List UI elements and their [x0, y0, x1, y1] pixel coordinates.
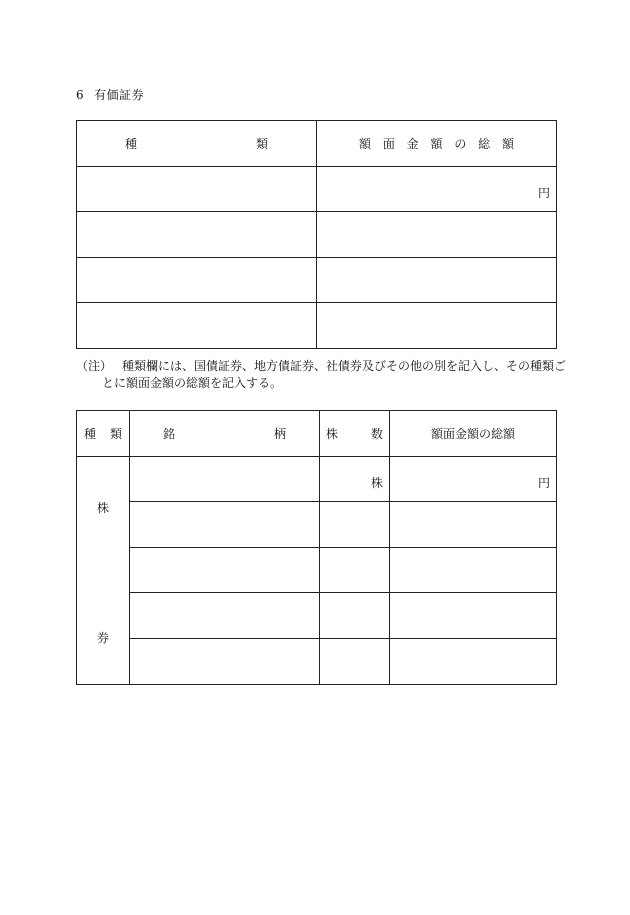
amount-cell[interactable]: [390, 593, 557, 639]
section-title: 有価証券: [94, 88, 145, 102]
note-line-1: 種類欄には、国債証券、地方債証券、社債券及びその他の別を記入し、その種類ご: [122, 359, 567, 373]
kind-header: 種 類: [77, 411, 130, 457]
table-row: [77, 257, 557, 303]
kind-header: 種 類: [77, 121, 317, 167]
kind-cell[interactable]: [77, 212, 317, 258]
yen-unit: 円: [537, 185, 550, 200]
brand-cell[interactable]: [130, 456, 320, 502]
amount-cell[interactable]: [390, 502, 557, 548]
yen-unit: 円: [537, 475, 550, 490]
table-row: [77, 212, 557, 258]
amount-cell[interactable]: [317, 166, 557, 212]
table-row: [77, 502, 557, 548]
stock-label-top: 株: [96, 500, 109, 515]
brand-cell[interactable]: [130, 502, 320, 548]
stock-kind-cell: [77, 456, 130, 684]
kind-cell[interactable]: [77, 257, 317, 303]
shares-cell[interactable]: [320, 547, 390, 593]
kind-cell[interactable]: [77, 166, 317, 212]
table-header-row: [77, 411, 557, 457]
securities-table: [76, 120, 557, 349]
table-row: [77, 547, 557, 593]
note-line-2: とに額面金額の総額を記入する。: [102, 376, 283, 390]
shares-cell[interactable]: [320, 593, 390, 639]
shares-unit: 株: [370, 475, 383, 490]
table-header-row: [77, 121, 557, 167]
brand-cell[interactable]: [130, 547, 320, 593]
table-row: [77, 166, 557, 212]
shares-cell[interactable]: [320, 638, 390, 684]
brand-cell[interactable]: [130, 593, 320, 639]
brand-header: 銘 柄: [130, 411, 320, 457]
face-value-total-header: 額 面 金 額 の 総 額: [317, 121, 557, 167]
amount-cell[interactable]: [390, 456, 557, 502]
section-heading: [76, 86, 144, 103]
amount-cell[interactable]: [317, 212, 557, 258]
brand-cell[interactable]: [130, 638, 320, 684]
table-row: [77, 593, 557, 639]
stock-label-bottom: 券: [96, 630, 109, 645]
amount-cell[interactable]: [317, 257, 557, 303]
table-row: [77, 456, 557, 502]
shares-header: 株 数: [320, 411, 390, 457]
amount-cell[interactable]: [317, 303, 557, 349]
note: [76, 358, 567, 392]
shares-cell[interactable]: [320, 502, 390, 548]
table-row: [77, 303, 557, 349]
amount-cell[interactable]: [390, 547, 557, 593]
face-value-total-header: 額面金額の総額: [390, 411, 557, 457]
section-number: 6: [76, 88, 85, 102]
table-row: [77, 638, 557, 684]
kind-cell[interactable]: [77, 303, 317, 349]
note-tag: （注）: [76, 359, 113, 373]
stock-table: [76, 410, 557, 685]
amount-cell[interactable]: [390, 638, 557, 684]
shares-cell[interactable]: [320, 456, 390, 502]
